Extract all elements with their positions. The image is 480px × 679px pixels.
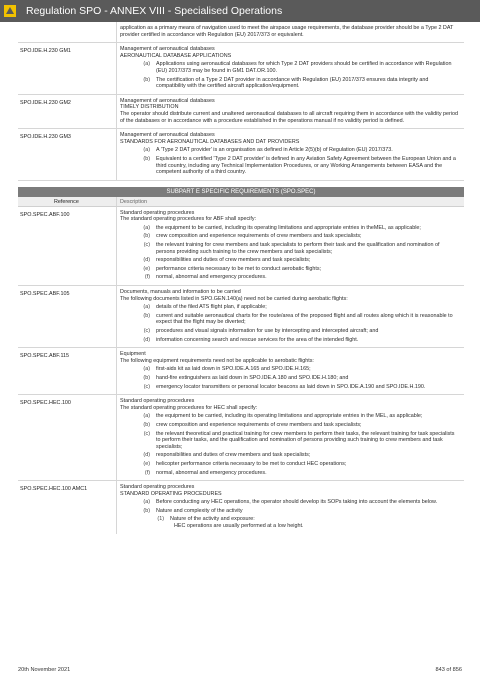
entry-text: HEC operations are usually performed at a low height. [174, 523, 304, 530]
document-content [18, 22, 464, 534]
list-item: (e) helicopter performance criteria necessary to be met to conduct HEC operations; [143, 460, 347, 467]
entry-title: Standard operating procedures [120, 398, 195, 405]
table-row [18, 43, 464, 95]
footer-date: 20th November 2021 [18, 667, 71, 673]
list-item: (d) responsibilities and duties of crew members and task specialists; [143, 452, 311, 459]
list-item: (b) current and suitable aeronautical charts for the route/area of the proposed flight and all routes along which it is reasonable to expect that the flight may be diverted; [143, 312, 453, 326]
row-description [116, 395, 464, 480]
entry-intro: The following equipment requirements need not be applicable to aerobatic flights: [120, 357, 314, 364]
list-item: (c) emergency locator transmitters or personal locator beacons as laid down in SPO.IDE.A.190 and SPO.IDE.H.190. [143, 383, 426, 390]
list-item: (b) hand-fire extinguishers as laid down in SPO.IDE.A.180 and SPO.IDE.H.180; and [143, 374, 349, 381]
column-header-row [18, 197, 464, 207]
easa-logo-icon [0, 0, 20, 22]
entry-intro: The standard operating procedures for ABF shall specify: [120, 216, 257, 223]
row-reference: SPO.SPEC.ABF.105 [20, 291, 70, 298]
list-item: (b) crew composition and experience requirements of crew members and task specialists; [143, 233, 362, 240]
row-reference: SPO.SPEC.ABF.115 [20, 353, 70, 360]
list-item: (f) normal, abnormal and emergency procedures. [144, 469, 267, 476]
row-description [116, 286, 464, 347]
continuation-text: application as a primary means of navigation used to meet the airspace usage requirements, the database provider should be a Type 2 DAT provider certified in accordance with Regulation (EU) 2017/373 or equivalent. [120, 25, 454, 38]
list-item: (1) Nature of the activity and exposure: [157, 516, 255, 523]
table-row [18, 129, 464, 181]
list-item: (a) details of the filed ATS flight plan, if applicable; [143, 304, 267, 311]
row-description [116, 348, 464, 394]
table-row [18, 481, 464, 534]
row-description [116, 95, 464, 128]
entry-text: The operator should distribute current and unaltered aeronautical databases to all aircraft requiring them in accordance with the validity period of the databases or in accordance with a procedure established in the operations manual if no validity period is defined. [120, 110, 459, 124]
table-row [18, 22, 464, 43]
list-item: (a) first-aids kit as laid down in SPO.IDE.A.165 and SPO.IDE.H.165; [143, 366, 311, 373]
row-reference: SPO.IDE.H.230 GM1 [20, 48, 71, 55]
entry-subtitle: AERONAUTICAL DATABASE APPLICATIONS [120, 52, 232, 59]
table-row [18, 348, 464, 395]
entry-title: Equipment [120, 351, 146, 358]
entry-subtitle: STANDARD OPERATING PROCEDURES [120, 490, 222, 497]
entry-intro: The standard operating procedures for HEC shall specify: [120, 404, 258, 411]
list-item: (e) performance criteria necessary to be met to conduct aerobatic flights; [143, 265, 322, 272]
entry-subtitle: TIMELY DISTRIBUTION [120, 104, 179, 111]
entry-title: Standard operating procedures [120, 209, 195, 216]
table-row [18, 207, 464, 286]
entry-title: Standard operating procedures [120, 484, 195, 491]
row-reference: SPO.SPEC.HEC.100 [20, 400, 71, 407]
list-item: (d) responsibilities and duties of crew members and task specialists; [143, 257, 311, 264]
list-item: (b) crew composition and experience requirements of crew members and task specialists; [143, 421, 362, 428]
row-reference [18, 22, 116, 42]
row-description [116, 22, 464, 42]
list-item: (b) Equivalent to a certified 'Type 2 DAT provider' is defined in any Aviation Safety Agreement between the European Union and a third country, including any Technical Implementation Procedures, or any Working Arrangements between EASA and the competent authority of a third country. [143, 155, 456, 176]
list-item: (b) The certification of a Type 2 DAT provider in accordance with Regulation (EU) 2017/373 ensures data integrity and compatibility with the certified aircraft application/equipment. [143, 76, 429, 90]
entry-subtitle: STANDARDS FOR AERONAUTICAL DATABASES AND DAT PROVIDERS [120, 138, 300, 145]
column-header-reference: Reference [54, 198, 79, 205]
row-description [116, 129, 464, 180]
row-reference: SPO.SPEC.ABF.100 [20, 211, 70, 218]
document-title: Regulation SPO - ANNEX VIII - Specialised Operations [26, 5, 283, 17]
entry-title: Management of aeronautical databases [120, 46, 215, 53]
row-description [116, 43, 464, 94]
list-item: (a) Before conducting any HEC operations, the operator should develop its SOPs taking into account the elements below. [143, 499, 438, 506]
page-number: 843 of 856 [435, 667, 462, 673]
entry-title: Documents, manuals and information to be carried [120, 289, 241, 296]
header-bar [0, 0, 480, 22]
list-item: (a) the equipment to be carried, including its operating limitations and appropriate entries in theMEL, as applicable; [143, 224, 421, 231]
list-item: (b) Nature and complexity of the activity [143, 507, 243, 514]
column-header-description: Description [116, 197, 464, 206]
entry-intro: The following documents listed in SPO.GEN.140(a) need not be carried during aerobatic flights: [120, 295, 348, 302]
row-reference: SPO.IDE.H.230 GM2 [20, 99, 71, 106]
entry-title: Management of aeronautical databases [120, 132, 215, 139]
row-description [116, 207, 464, 285]
list-item: (c) the relevant training for crew members and task specialists to perform their task and the qualification and nomination of persons providing such training to the crew members and task specialists; [143, 242, 440, 255]
list-item: (d) information concerning search and rescue services for the area of the intended flight. [143, 336, 359, 343]
list-item: (a) the equipment to be carried, including its operating limitations and appropriate entries in the MEL, as applicable; [143, 413, 423, 420]
list-item: (c) the relevant theoretical and practical training for crew members to perform their tasks, the relevant training for task specialists to perform their tasks, and the qualification and nomination of persons providing such training to crew members and task specialists; [143, 430, 455, 450]
section-header: SUBPART E SPECIFIC REQUIREMENTS (SPO.SPEC) [18, 187, 464, 197]
row-reference: SPO.SPEC.HEC.100 AMC1 [20, 486, 88, 493]
entry-title: Management of aeronautical databases [120, 97, 215, 104]
table-row [18, 286, 464, 348]
row-reference: SPO.IDE.H.230 GM3 [20, 134, 71, 141]
list-item: (a) Applications using aeronautical databases for which Type 2 DAT providers should be certified in accordance with Regulation (EU) 2017/373 may be found in GM1 DAT.OR.100. [143, 61, 452, 74]
list-item: (f) normal, abnormal and emergency procedures. [144, 274, 267, 281]
table-row [18, 95, 464, 129]
page-footer [0, 667, 480, 679]
row-description [116, 481, 464, 534]
table-row [18, 395, 464, 481]
list-item: (a) A 'Type 2 DAT provider' is an organisation as defined in Article 2(5)(b) of Regulation (EU) 2017/373. [143, 147, 393, 154]
list-item: (c) procedures and visual signals information for use by intercepting and intercepted aircraft; and [143, 328, 379, 334]
